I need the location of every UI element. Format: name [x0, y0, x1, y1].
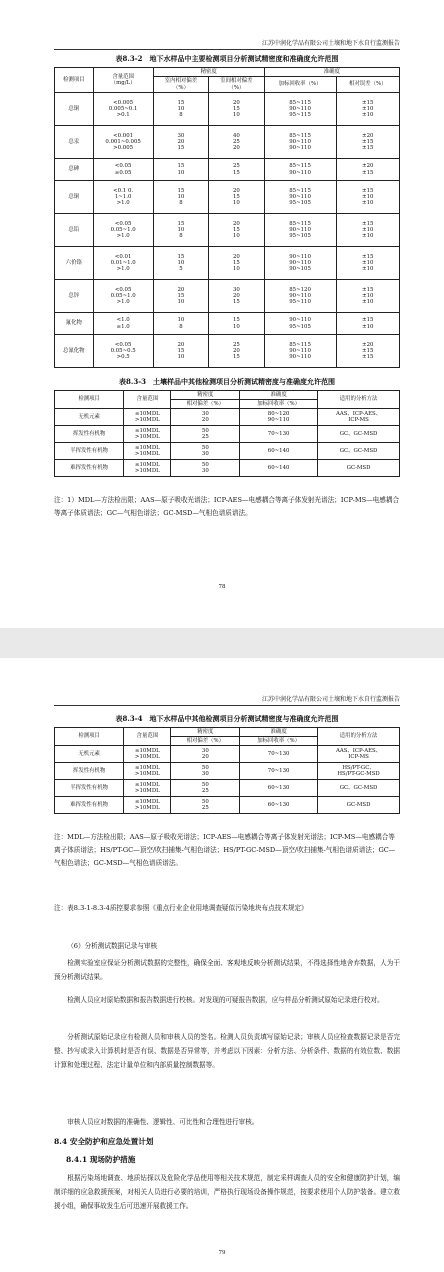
- table-cell-reldev: 50 25: [171, 780, 240, 797]
- table-cell-recovery: 70~130: [240, 746, 318, 763]
- table-cell-reldev: ±15 ±10 ±10: [336, 93, 400, 126]
- table-cell-reldev: ±15 ±10 ±10: [336, 181, 400, 214]
- table-cell-item: 总锌: [55, 280, 94, 313]
- column-header: 准确度: [240, 391, 318, 400]
- column-header: 检测项目: [55, 68, 94, 93]
- table-cell-item: 总汞: [55, 126, 94, 159]
- table-cell-method: GC-MSD: [318, 460, 400, 477]
- paragraph: 分析测试原始记录应有检测人员和审核人员的签名。检测人员负责填写原始记录；审核人员应检查数据记录是否完整、抄写或录入计算机时是否有误、数据是否异常等，并考虑以下因素：分析方法、分析条件、数据的有效位数、数据计算和处理过程、法定计量单位和内部质量控制数据等。: [54, 1033, 400, 1069]
- table-cell-range: ≤10MDL >10MDL: [124, 797, 171, 814]
- table-cell-intra: 15 10 8: [153, 93, 208, 126]
- column-header: 加标回收率（%）: [240, 737, 318, 746]
- table-cell-reldev: ±15 ±10 ±10: [336, 247, 400, 280]
- table-cell-range: ≤10MDL >10MDL: [124, 780, 171, 797]
- table-row: [55, 763, 400, 780]
- paragraph: 审核人员应对数据的准确性、逻辑性、可比性和合理性进行审核。: [67, 1118, 259, 1126]
- table-cell-item: 总铜: [55, 93, 94, 126]
- column-header: 检测项目: [55, 728, 124, 746]
- table-cell-intra: 20 15 10: [153, 335, 208, 368]
- table-cell-recovery: 60~140: [240, 443, 318, 460]
- table-cell-recovery: 90~110 90~110 90~105: [264, 247, 336, 280]
- table-cell-recovery: 85~115 90~110 95~105: [264, 181, 336, 214]
- table-cell-item: 总铅: [55, 214, 94, 247]
- document-page-78: [0, 0, 444, 628]
- table-cell-range: ≤10MDL >10MDL: [124, 409, 171, 426]
- table-cell-inter: 20 15 10: [209, 247, 264, 280]
- table-cell-inter: 40 25 20: [209, 126, 264, 159]
- table-cell-reldev: 50 25: [171, 797, 240, 814]
- table-cell-recovery: 85~115 90~110 90~110: [264, 126, 336, 159]
- table-cell-method: GC、GC-MSD: [318, 426, 400, 443]
- table-cell-range: <0.1 0. 1~1.0 >1.0: [93, 181, 153, 214]
- column-header: 检测项目: [55, 391, 124, 409]
- table-row: [55, 214, 400, 247]
- table-cell-inter: 25 15: [209, 159, 264, 181]
- column-header: 加标回收率（%）: [240, 400, 318, 409]
- table-cell-reldev: 50 30: [171, 460, 240, 477]
- table-cell-reldev: 50 30: [171, 763, 240, 780]
- table-cell-intra: 15 10 8: [153, 181, 208, 214]
- table-cell-recovery: 85~115 90~110 90~110: [264, 335, 336, 368]
- table-caption: 表8.3-4 地下水样品中其他检测项目分析测试精密度与准确度允许范围: [115, 714, 339, 723]
- table-row: [55, 426, 400, 443]
- table-row: [55, 247, 400, 280]
- table-cell-item: 难挥发性有机物: [55, 797, 124, 814]
- table-cell-method: GC、GC-MSD: [318, 443, 400, 460]
- paragraph: 检测人员应对原始数据和报告数据进行校核。对发现的可疑报告数据，应与样品分析测试原始记录进行校对。: [67, 996, 384, 1004]
- table-cell-item: 挥发性有机物: [55, 763, 124, 780]
- table-cell-inter: 20 15 10: [209, 181, 264, 214]
- table-cell-recovery: 60~140: [240, 460, 318, 477]
- table-caption: 表8.3-2 地下水样品中主要检测项目分析测试精密度和准确度允许范围: [115, 54, 339, 63]
- table-row: [55, 443, 400, 460]
- table-cell-item: 半挥发性有机物: [55, 780, 124, 797]
- table-cell-method: GC、GC-MSD: [318, 780, 400, 797]
- table-cell-reldev: ±20 ±15: [336, 159, 400, 181]
- column-header: 含量范围: [124, 728, 171, 746]
- table-cell-range: ≤10MDL >10MDL: [124, 426, 171, 443]
- table-cell-recovery: 90~110 95~105: [264, 313, 336, 335]
- table-caption: 表8.3-3 土壤样品中其他检测项目分析测试精密度与准确度允许范围: [119, 377, 335, 386]
- table-row: [55, 335, 400, 368]
- soil-other-items-table: [54, 390, 400, 477]
- groundwater-main-items-table: [54, 67, 400, 368]
- table-cell-method: AAS、ICP-AES、 ICP-MS: [318, 746, 400, 763]
- table-cell-reldev: 30 20: [171, 746, 240, 763]
- table-cell-intra: 15 10 8: [153, 214, 208, 247]
- table-cell-range: ≤10MDL >10MDL: [124, 460, 171, 477]
- table-cell-range: <0.001 0.001~0.005 >0.005: [93, 126, 153, 159]
- column-header: 相对误差（%）: [336, 77, 400, 93]
- table-cell-recovery: 70~130: [240, 763, 318, 780]
- table-cell-item: 氟化物: [55, 313, 94, 335]
- table-cell-recovery: 85~120 90~110 95~110: [264, 280, 336, 313]
- table-row: [55, 746, 400, 763]
- table-row: [55, 797, 400, 814]
- table-cell-range: ≤10MDL >10MDL: [124, 763, 171, 780]
- table-cell-reldev: ±15 ±10 ±10: [336, 214, 400, 247]
- column-header: 精密度: [171, 391, 240, 400]
- column-header: 相对偏差（%）: [171, 400, 240, 409]
- table-row: [55, 313, 400, 335]
- table-cell-recovery: 60~130: [240, 797, 318, 814]
- table-row: [55, 93, 400, 126]
- table-cell-inter: 15 10: [209, 313, 264, 335]
- page-header: 江苏中润化学品有限公司土壤和地下水自行监测报告: [54, 38, 400, 50]
- table-cell-intra: 20 15 10: [153, 280, 208, 313]
- table-footnote: 注：1）MDL—方法检出限；AAS—原子吸收光谱法；ICP-AES—电感耦合等离子体发射光谱法；ICP-MS—电感耦合等离子体质谱法；GC—气相色谱法；GC-MSD—气相色谱质谱法。: [54, 496, 400, 517]
- table-row: [55, 460, 400, 477]
- paragraph: 检测实验室应保证分析测试数据的完整性，确保全面、客观地反映分析测试结果，不得选择性地舍弃数据，人为干预分析测试结果。: [54, 959, 400, 981]
- table-cell-range: <0.05 0.05~1.0 >1.0: [93, 214, 153, 247]
- table-cell-reldev: ±15 ±10: [336, 313, 400, 335]
- table-cell-recovery: 85~115 90~110: [264, 159, 336, 181]
- table-cell-reldev: ±15 ±10 ±10: [336, 280, 400, 313]
- table-cell-intra: 15 10: [153, 159, 208, 181]
- table-row: [55, 181, 400, 214]
- column-header: 含量范围 （mg/L）: [93, 68, 153, 93]
- column-header: 含量范围: [124, 391, 171, 409]
- table-cell-item: 总铜: [55, 181, 94, 214]
- page-header: 江苏中润化学品有限公司土壤和地下水自行监测报告: [54, 694, 400, 706]
- table-cell-recovery: 80~120 90~110: [240, 409, 318, 426]
- column-header: 室内相对偏差 （%）: [153, 77, 208, 93]
- table-cell-item: 无机元素: [55, 746, 124, 763]
- table-cell-item: 总砷: [55, 159, 94, 181]
- section-heading: 8.4 安全防护和应急处置计划: [54, 1137, 154, 1146]
- table-cell-item: 总氰化物: [55, 335, 94, 368]
- column-header: 精密度: [153, 68, 264, 77]
- table-cell-recovery: 60~130: [240, 780, 318, 797]
- table-cell-inter: 25 20 15: [209, 335, 264, 368]
- table-row: [55, 159, 400, 181]
- table-cell-reldev: 50 25: [171, 426, 240, 443]
- table-row: [55, 780, 400, 797]
- table-cell-intra: 15 10 5: [153, 247, 208, 280]
- table-cell-range: <0.01 0.01~1.0 >1.0: [93, 247, 153, 280]
- sub-heading: （6）分析测试数据记录与审核: [67, 942, 158, 950]
- table-cell-method: GC-MSD: [318, 797, 400, 814]
- column-header: 适用的分析方法: [318, 391, 400, 409]
- table-cell-item: 挥发性有机物: [55, 426, 124, 443]
- table-row: [55, 409, 400, 426]
- table-cell-item: 六价铬: [55, 247, 94, 280]
- reference-note: 注：表8.3-1-8.3-4质控要求参照《重点行业企业用地调查疑似污染地块布点技术规定》: [54, 904, 308, 912]
- table-footnote: 注：MDL—方法检出限；AAS—原子吸收光谱法；ICP-AES—电感耦合等离子体发射光谱法；ICP-MS—电感耦合等离子体质谱法；HS/PT-GC—顶空/吹扫捕集-气相色谱法；HS/PT-GC-MSD—顶空/吹扫捕集-气相色谱质谱法；GC—气相色谱法；GC-MSD—气相色谱质谱法。: [54, 833, 396, 867]
- table-cell-method: AAS、ICP-AES、 ICP-MS: [318, 409, 400, 426]
- table-cell-range: <1.0 ≥1.0: [93, 313, 153, 335]
- table-cell-intra: 10 8: [153, 313, 208, 335]
- paragraph: 根据污染场地调查、地质钻探以及危险化学品使用等相关技术规范，制定采样调查人员的安全和健康防护计划，编制详细的应急救援预案，对相关人员进行必要的培训，严格执行现场设备操作规范，按要求使用个人防护装备。建立救援小组，确保事故发生后可迅速开展救援工作。: [54, 1174, 400, 1210]
- table-cell-reldev: ±20 ±15 ±15: [336, 335, 400, 368]
- table-cell-inter: 20 15 10: [209, 93, 264, 126]
- groundwater-other-items-table: [54, 727, 400, 814]
- column-header: 准确度: [240, 728, 318, 737]
- table-cell-item: 半挥发性有机物: [55, 443, 124, 460]
- table-cell-reldev: ±20 ±15 ±15: [336, 126, 400, 159]
- table-cell-range: <0.05 0.05~1.0 >1.0: [93, 280, 153, 313]
- table-cell-range: <0.05 ≥0.05: [93, 159, 153, 181]
- table-cell-inter: 30 20 15: [209, 280, 264, 313]
- table-cell-method: HS/PT-GC、 HS/PT-GC-MSD: [318, 763, 400, 780]
- table-cell-recovery: 85~115 90~110 95~105: [264, 214, 336, 247]
- column-header: 相对偏差（%）: [171, 737, 240, 746]
- table-cell-reldev: 50 30: [171, 443, 240, 460]
- column-header: 加标回收率（%）: [264, 77, 336, 93]
- table-cell-range: ≤10MDL >10MDL: [124, 443, 171, 460]
- table-cell-range: <0.005 0.005~0.1 >0.1: [93, 93, 153, 126]
- document-page-79: [0, 658, 444, 1272]
- table-cell-inter: 20 15 10: [209, 214, 264, 247]
- table-row: [55, 126, 400, 159]
- table-row: [55, 280, 400, 313]
- page-number: 79: [218, 1250, 226, 1256]
- column-header: 适用的分析方法: [318, 728, 400, 746]
- table-cell-recovery: 85~115 90~110 95~115: [264, 93, 336, 126]
- table-cell-range: ≤10MDL >10MDL: [124, 746, 171, 763]
- table-cell-recovery: 70~130: [240, 426, 318, 443]
- table-cell-item: 难挥发性有机物: [55, 460, 124, 477]
- column-header: 准确度: [264, 68, 399, 77]
- table-cell-intra: 30 20 15: [153, 126, 208, 159]
- table-cell-range: <0.05 0.05~0.5 >0.5: [93, 335, 153, 368]
- table-cell-reldev: 30 20: [171, 409, 240, 426]
- table-cell-item: 无机元素: [55, 409, 124, 426]
- subsection-heading: 8.4.1 现场防护措施: [66, 1155, 136, 1164]
- column-header: 精密度: [171, 728, 240, 737]
- page-number: 78: [218, 584, 226, 590]
- column-header: 室间相对偏差 （%）: [209, 77, 264, 93]
